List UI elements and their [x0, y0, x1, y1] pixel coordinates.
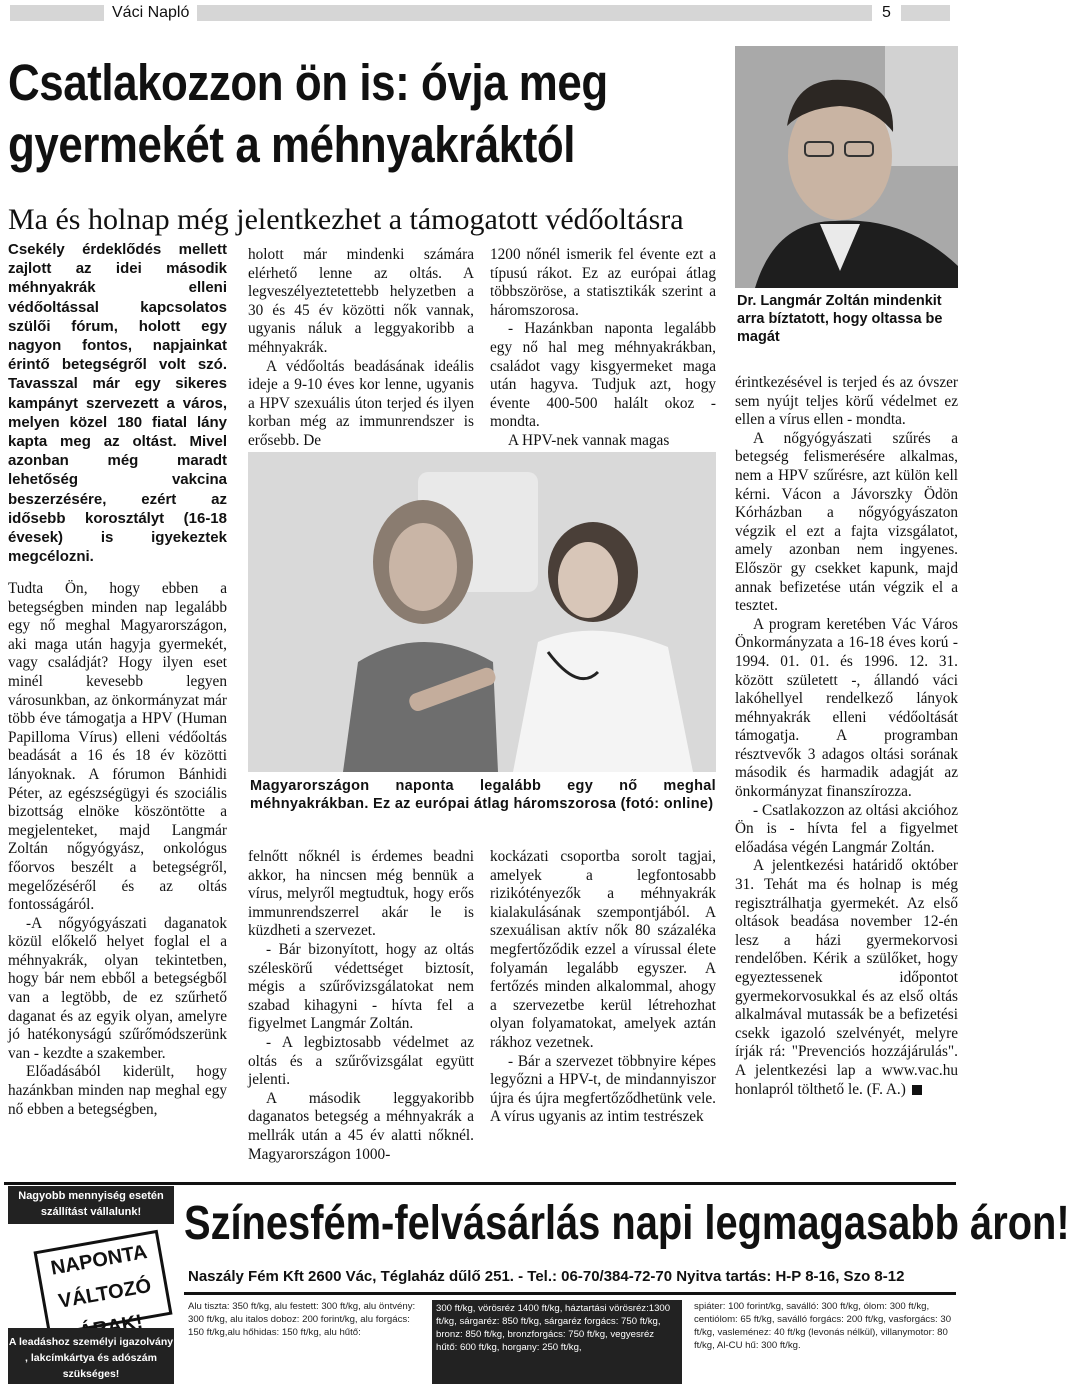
paragraph: Előadásából kiderült, hogy hazánkban minden nap meghal egy nő ebben a betegségben, [8, 1063, 227, 1118]
paragraph: A védőoltás beadásának ideális ideje a 9-10 éves kor lenne, ugyanis a HPV szexuális úton terjed és ilyen korban még az immunrendszer is erősebb. De [248, 357, 474, 449]
article-title: Csatlakozzon ön is: óvja meg gyermekét a méhnyakráktól [8, 54, 608, 173]
paragraph: - Hazánkban naponta legalább egy nő hal meg méhnyakrákban, családot vagy kisgyermeket maga után hagyva. Tudjuk azt, hogy évente 400-500 halált okoz - mondta. [490, 320, 716, 431]
portrait-caption: Dr. Langmár Zoltán mindenkit arra bíztatott, hogy oltassa be magát [737, 293, 943, 345]
ad-prices-3: spiáter: 100 forint/kg, saválló: 300 ft/kg, ólom: 300 ft/kg, centiólom: 65 ft/kg, saválló forgács: 200 ft/kg, vasforgács: 30 ft/kg, vasleménez: 40 ft/kg (levonás nélkül), villanymotor: 80 ft/kg, Al-CU hű: 300 ft/kg. [694, 1301, 952, 1351]
portrait-photo [735, 46, 958, 288]
page-number: 5 [872, 4, 901, 22]
paragraph: A nőgyógyászati szűrés a betegség felismerésére alkalmas, nem a HPV szűrésre, azt külön kell kérni. Vácon a Jávorszky Ödön Kórházban a nőgyógyászaton végzik el ezt a fajta vizsgálatot, amely azonban nem ingyenes. Először gy csekket kapunk, majd annak befizetése után végzik el a tesztet. [735, 429, 958, 615]
column-4 [735, 374, 958, 1099]
ad-delivery-badge: Nagyobb mennyiség esetén szállítást vállalunk! [8, 1186, 174, 1224]
ad-contact: Naszály Fém Kft 2600 Vác, Téglaház dűlő 251. - Tel.: 06-70/384-72-70 Nyitva tartás: H-P 8-16, Szo 8-12 [188, 1268, 905, 1285]
column-1 [8, 580, 227, 1119]
article-lead: Csekély érdeklődés mellett zajlott az idei második méhnyakrák elleni védőoltással kapcsolatos szülői fórum, holott egy nagyon fontos, napjainkat érintő betegségről volt szó. Tavasszal már egy sikeres kampányt szervezett a város, melyen közel 180 fiatal lány kapta meg az oltást. Mivel azonban még maradt lehetőség vakcina beszerzésére, ezért az idősebb korosztályt (16-18 évesek) is igyekeztek megcélozni. [8, 241, 227, 566]
paragraph: 1200 nőnél ismerik fel évente ezt a típusú rákot. Ez az európai átlag többszöröse, a statisztikák szerint a háromszorosa. [490, 246, 716, 319]
paragraph: - Csatlakozzon az oltási akcióhoz Ön is - hívta fel a figyelmet előadása végén Langmár Zoltán. [735, 801, 958, 856]
paragraph: felnőtt nőknél is érdemes beadni akkor, ha nincsen még bennük a vírus, melyről megtudtuk, hogy erős immunrendszerrel akár le is küzdheti a szervezet. [248, 848, 474, 940]
paragraph: Tudta Ön, hogy ebben a betegségben minden nap legalább egy nő meghal Magyarországon, aki maga után hagyja gyermekét, vagy családját? Hogy ilyen eset minél kevesebb legyen városunkban, az önkormányzat már több éve támogatja a HPV (Human Papilloma Vírus) elleni védőoltás beadását a 16 és 18 év közötti lányoknak. A fórumon Bánhidi Péter, az egészségügyi és szociális bizottság elnöke köszöntötte a megjelenteket, majd Langmár Zoltán nőgyógyász, onkológus főorvos beszélt a betegségről, megelőzéséről és az oltás fontosságáról. [8, 580, 227, 914]
paragraph: holott már mindenki számára elérhető lenne az oltás. A legveszélyeztetettebb helyzetben a 30 és 45 év közötti nők vannak, ugyanis náluk a leggyakoribb a méhnyakrák. [248, 246, 474, 356]
column-2-top [248, 246, 474, 451]
paragraph: - Bár a szervezet többnyire képes legyőzni a HPV-t, de mindannyiszor újra és újra megfertőződhetünk vele. A vírus ugyanis az intim testrészek [490, 1052, 716, 1126]
paragraph: - Bár bizonyított, hogy az oltás széleskörű védettséget biztosít, mégis a szűrővizsgálatokat nem szabad kihagyni - hívta fel a figyelmet Langmár Zoltán. [248, 940, 474, 1033]
ad-documents-badge: A leadáshoz személyi igazolvány , lakcímkártya és adószám szükséges! [8, 1328, 174, 1384]
ad-prices-2: 300 ft/kg, vörösréz 1400 ft/kg, háztartási vörösréz:1300 ft/kg, sárgaréz: 850 ft/kg, sárgaréz forgács: 750 ft/kg, bronz: 850 ft/kg, bronzforgács: 750 ft/kg, vegyesréz hűtő: 600 ft/kg, horgany: 250 ft/kg, [432, 1300, 682, 1384]
column-3-top [490, 246, 716, 451]
photo-illustration [248, 452, 716, 772]
paragraph: érintkezésével is terjed és az óvszer sem nyújt teljes körű védelmet ez ellen a vírus ellen - mondta. [735, 374, 958, 429]
paragraph [735, 857, 958, 1099]
paragraph: - A legbiztosabb védelmet az oltás és a szűrővizsgálat együtt jelenti. [248, 1033, 474, 1089]
paragraph: -A nőgyógyászati daganatok közül előkelő helyet foglal el a méhnyakrák, olyan tekintetben, hogy bár nem ebből a betegségből van a legtöbb, de ez szűrhető daganat és az egyik olyan, amelyre jó hatékonyságú szűrőmódszerünk van - kezdte a szakember. [8, 914, 227, 1062]
publication-name: Váci Napló [104, 4, 197, 22]
paragraph: kockázati csoportba sorolt tagjai, amelyek a legfontosabb rizikótényezők a méhnyakrák kialakulásának szempontjából. A szexuálisan aktív nők 80 százaléka megfertőződik ezzel a vírussal élete folyamán legalább egyszer. A fertőzés minden alkalommal, ahogy a szervezetbe kerül létrehozhat olyan folyamatokat, amelyek aztán rákhoz vezetnek. [490, 848, 716, 1051]
ad-headline: Színesfém-felvásárlás napi legmagasabb áron! [184, 1197, 1070, 1250]
article-photo [248, 452, 716, 772]
column-2-bottom [248, 848, 474, 1164]
portrait-illustration [735, 46, 958, 288]
article-subtitle: Ma és holnap még jelentkezhet a támogatott védőoltásra [8, 203, 684, 236]
ad-price-stamp: NAPONTA VÁLTOZÓ [33, 1230, 172, 1337]
closing-paragraph-text: A jelentkezési határidő október 31. Tehát ma és holnap is még regisztrálhatja gyermekét. Az első oltások beadása november 12-én lesz a házi gyermekorvosi rendelőben. Kérik a szülőket, hogy egyeztessenek időpontot gyermekorvosukkal és az első oltás alkalmával mutassák be a befizetési csekk igazoló szelvényét, melyre írják rá: "Prevenciós hozzájárulás". A jelentkezési lap a www.vac.hu honlapról tölthető le. (F. A.) [735, 857, 958, 1098]
end-mark-icon [912, 1085, 922, 1095]
paragraph: A program keretében Vác Város Önkormányzata a 16-18 éves korú - 1994. 01. 01. és 1996. 12. 31. között született -, állandó váci lakóhellyel rendelkező lányok méhnyakrák elleni védőoltását támogatja. A programban résztvevők 3 adagos oltási sorának második és harmadik adagját az önkormányzat finanszírozza. [735, 615, 958, 801]
paragraph: A második leggyakoribb daganatos betegség a méhnyakrák a mellrák után a 45 év alatti nőknél. Magyarországon 1000- [248, 1089, 474, 1163]
column-3-bottom [490, 848, 716, 1127]
paragraph: A HPV-nek vannak magas [508, 431, 670, 449]
ad-divider [184, 1292, 956, 1295]
photo-caption: Magyarországon naponta legalább egy nő meghal méhnyakrákban. Ez az európai átlag háromszorosa (fotó: online) [250, 778, 716, 812]
ad-prices-1: Alu tiszta: 350 ft/kg, alu festett: 300 ft/kg, alu öntvény: 300 ft/kg, alu italos doboz: 200 forint/kg, alu forgács: 150 ft/kg,alu hőhidas: 150 ft/kg, alu hűtő: [188, 1301, 416, 1338]
